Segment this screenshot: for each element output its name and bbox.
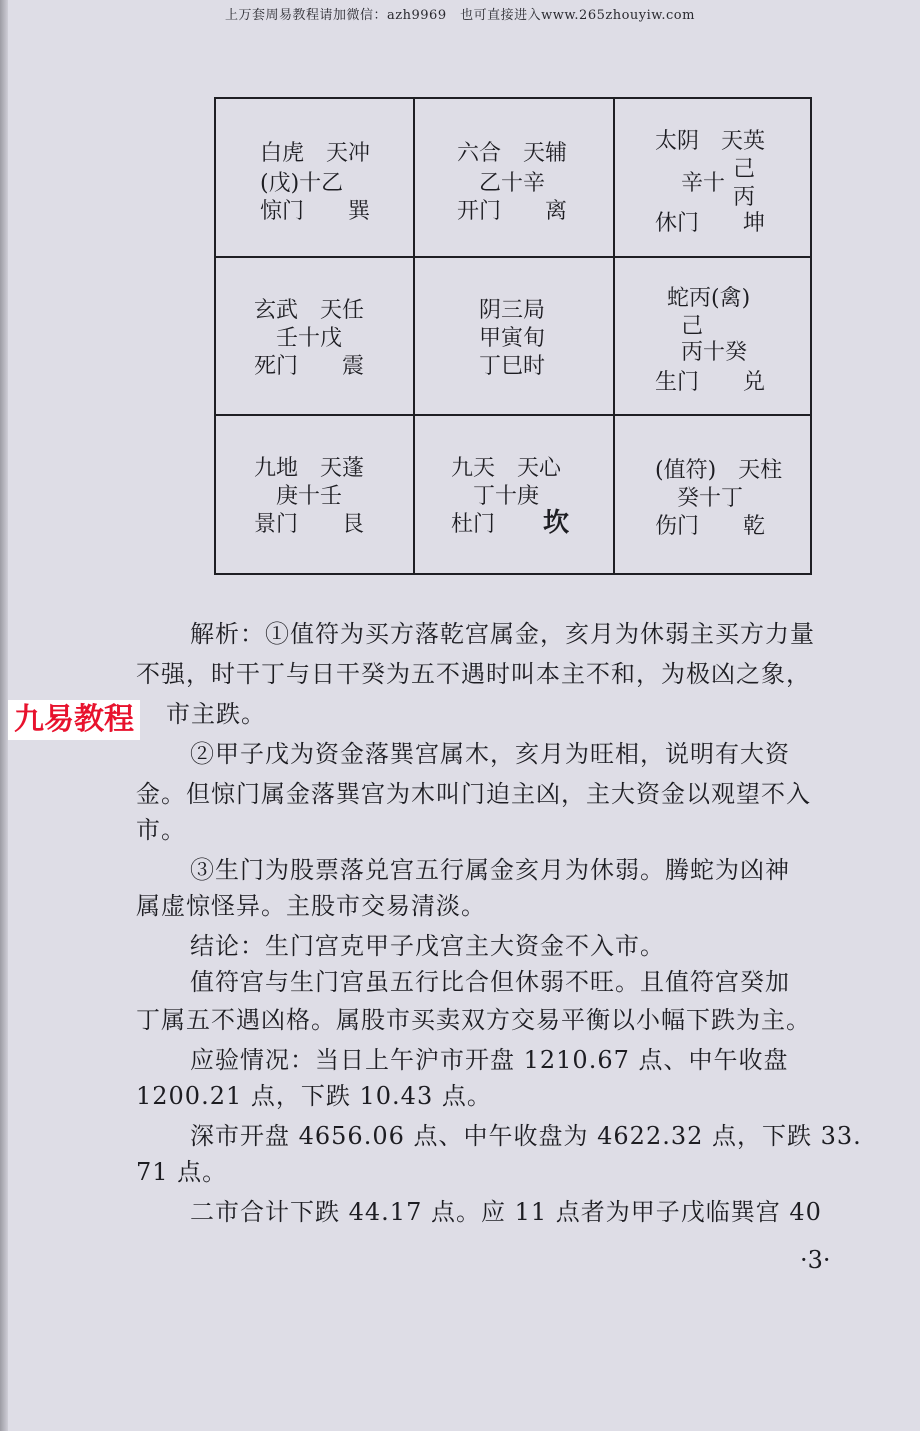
text-line: 应验情况：当日上午沪市开盘 1210.67 点、中午收盘 <box>190 1046 789 1074</box>
cell-line: 生门 兑 <box>655 370 766 395</box>
cell-line: 白虎 天冲 <box>260 141 371 166</box>
text-line: 1200.21 点，下跌 10.43 点。 <box>136 1082 492 1110</box>
cell-line: 伤门 乾 <box>655 514 766 539</box>
text-line: 丁属五不遇凶格。属股市买卖双方交易平衡以小幅下跌为主。 <box>136 1006 811 1034</box>
cell-li <box>415 99 615 258</box>
cell-line: 惊门 巽 <box>260 199 371 224</box>
cell-line: 阴三局 <box>479 298 546 323</box>
cell-zhen <box>216 258 415 416</box>
text-line: 解析：①值符为买方落乾宫属金，亥月为休弱主买方力量 <box>190 620 815 648</box>
cell-dui <box>615 258 810 416</box>
cell-line: (戊)十乙 <box>260 171 344 196</box>
text-line: 不强，时干丁与日干癸为五不遇时叫本主不和，为极凶之象， <box>136 660 811 688</box>
cell-line: 丙十癸 <box>681 340 748 365</box>
cell-center <box>415 258 615 416</box>
text-line: 属虚惊怪异。主股市交易清淡。 <box>136 892 486 920</box>
cell-qian <box>615 416 810 573</box>
cell-line: 蛇丙(禽) <box>667 286 751 311</box>
page-header: 上万套周易教程请加微信：azh9969 也可直接进入www.265zhouyiw.com <box>225 8 695 23</box>
text-line: 金。但惊门属金落巽宫为木叫门迫主凶，主大资金以观望不入 <box>136 780 811 808</box>
cell-line: 丙 <box>733 185 756 210</box>
cell-line: 甲寅旬 <box>479 326 546 351</box>
cell-line: 丁十庚 <box>473 484 540 509</box>
cell-line: 己 <box>681 314 704 339</box>
cell-line: 太阴 天英 <box>655 129 766 154</box>
cell-line: 玄武 天任 <box>254 298 365 323</box>
cell-line: 己 <box>733 157 756 182</box>
cell-line: 丁巳时 <box>479 354 546 379</box>
cell-line: 休门 坤 <box>655 211 766 236</box>
qimen-chart <box>214 97 812 575</box>
cell-line: 九天 天心 <box>451 456 562 481</box>
text-line: 值符宫与生门宫虽五行比合但休弱不旺。且值符宫癸加 <box>190 968 790 996</box>
text-line: ③生门为股票落兑宫五行属金亥月为休弱。腾蛇为凶神 <box>190 856 790 884</box>
text-line: ②甲子戊为资金落巽宫属木，亥月为旺相，说明有大资 <box>190 740 790 768</box>
cell-line: 辛十 <box>681 171 726 196</box>
watermark-label: 九易教程 <box>8 700 140 740</box>
page-edge <box>0 0 8 1431</box>
cell-line: 癸十丁 <box>677 486 744 511</box>
cell-kan <box>415 416 615 573</box>
cell-xun <box>216 99 415 258</box>
text-line: 71 点。 <box>136 1158 228 1186</box>
cell-line: 开门 离 <box>457 199 568 224</box>
text-line: 二市合计下跌 44.17 点。应 11 点者为甲子戊临巽宫 40 <box>190 1198 822 1226</box>
cell-line: 杜门 <box>451 512 496 537</box>
cell-line: 死门 震 <box>254 354 365 379</box>
cell-kun <box>615 99 810 258</box>
cell-line: (值符) 天柱 <box>655 458 783 483</box>
cell-line: 景门 艮 <box>254 512 365 537</box>
cell-line: 坎 <box>543 508 570 538</box>
cell-line: 壬十戊 <box>276 326 343 351</box>
text-line: 深市开盘 4656.06 点、中午收盘为 4622.32 点，下跌 33. <box>190 1122 862 1150</box>
cell-gen <box>216 416 415 573</box>
cell-line: 庚十壬 <box>276 484 343 509</box>
text-line: 市主跌。 <box>166 700 266 728</box>
text-line: 结论：生门宫克甲子戊宫主大资金不入市。 <box>190 932 665 960</box>
cell-line: 九地 天蓬 <box>254 456 365 481</box>
text-line: 市。 <box>136 816 186 844</box>
page-number: ·3· <box>800 1246 831 1274</box>
cell-line: 乙十辛 <box>479 171 546 196</box>
cell-line: 六合 天辅 <box>457 141 568 166</box>
